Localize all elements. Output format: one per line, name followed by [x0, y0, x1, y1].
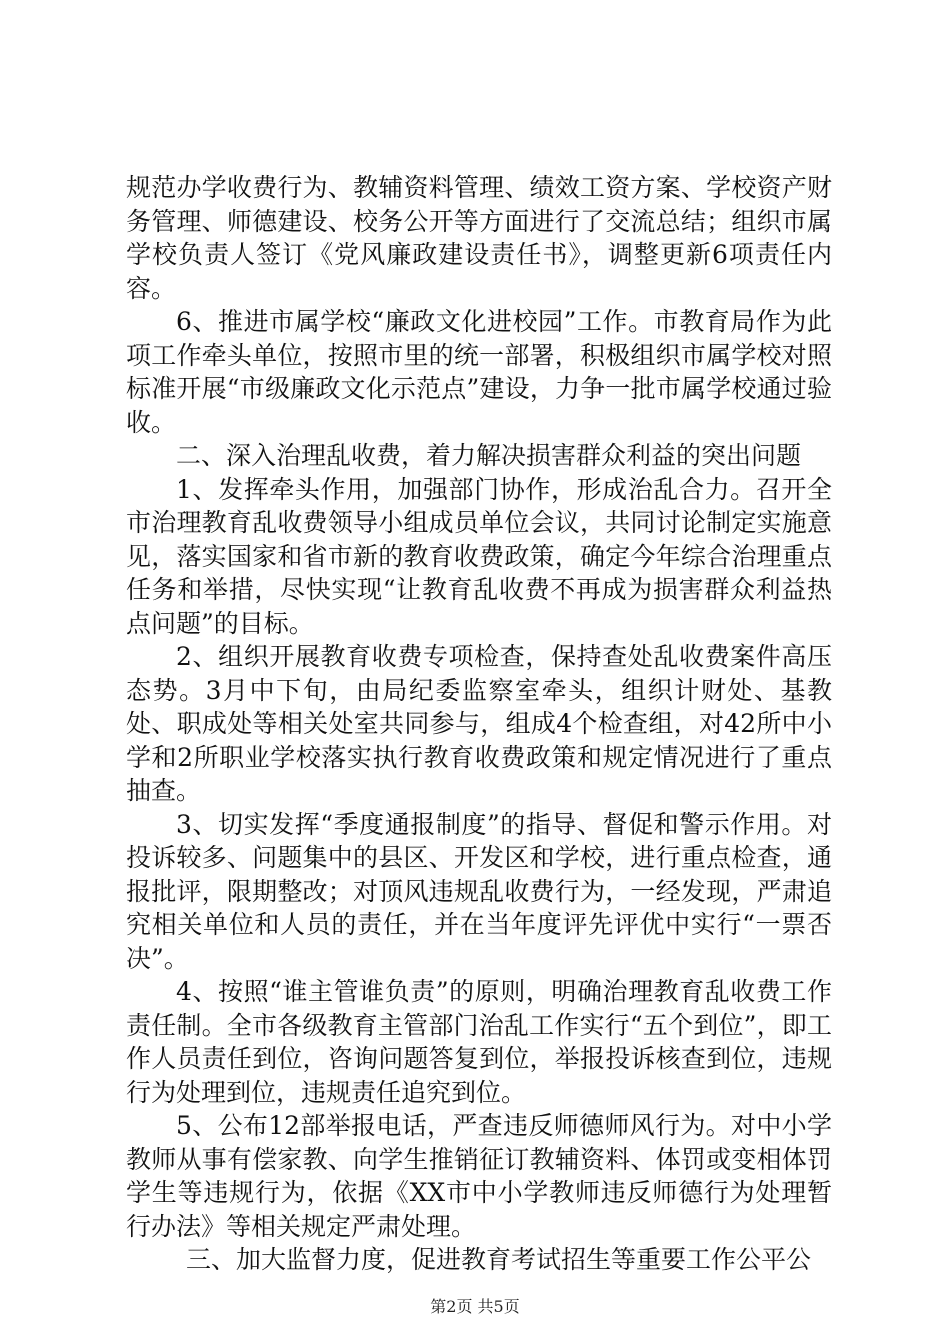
- paragraph-item-4: 4、按照“谁主管谁负责”的原则，明确治理教育乱收费工作责任制。全市各级教育主管部门治乱工作实行“五个到位”，即工作人员责任到位，咨询问题答复到位，举报投诉核查到位，违规行为处理到位，违规责任追究到位。: [126, 977, 832, 1107]
- paragraph-item-6: 6、推进市属学校“廉政文化进校园”工作。市教育局作为此项工作牵头单位，按照市里的统一部署，积极组织市属学校对照标准开展“市级廉政文化示范点”建设，力争一批市属学校通过验收。: [126, 307, 832, 437]
- paragraph-item-3: 3、切实发挥“季度通报制度”的指导、督促和警示作用。对投诉较多、问题集中的县区、开发区和学校，进行重点检查，通报批评，限期整改；对顶风违规乱收费行为，一经发现，严肃追究相关单位和人员的责任，并在当年度评先评优中实行“一票否决”。: [126, 809, 832, 973]
- paragraph-item-5: 5、公布12部举报电话，严查违反师德师风行为。对中小学教师从事有偿家教、向学生推销征订教辅资料、体罚或变相体罚学生等违规行为，依据《XX市中小学教师违反师德行为处理暂行办法》等相关规定严肃处理。: [126, 1111, 832, 1241]
- paragraph-item-2: 2、组织开展教育收费专项检查，保持查处乱收费案件高压态势。3月中下旬，由局纪委监察室牵头，组织计财处、基教处、职成处等相关处室共同参与，组成4个检查组，对42所中小学和2所职业学校落实执行教育收费政策和规定情况进行了重点抽查。: [126, 642, 832, 805]
- page-number-footer: 第2页 共5页: [430, 1297, 520, 1316]
- paragraph-continuation: 规范办学收费行为、教辅资料管理、绩效工资方案、学校资产财务管理、师德建设、校务公开等方面进行了交流总结；组织市属学校负责人签订《党风廉政建设责任书》，调整更新6项责任内容。: [126, 173, 832, 303]
- section-heading-2: 二、深入治理乱收费，着力解决损害群众利益的突出问题: [176, 441, 802, 470]
- paragraph-item-1: 1、发挥牵头作用，加强部门协作，形成治乱合力。召开全市治理教育乱收费领导小组成员单位会议，共同讨论制定实施意见，落实国家和省市新的教育收费政策，确定今年综合治理重点任务和举措，尽快实现“让教育乱收费不再成为损害群众利益热点问题”的目标。: [126, 474, 832, 638]
- section-heading-3: 三、加大监督力度，促进教育考试招生等重要工作公平公: [186, 1245, 812, 1274]
- document-body: [126, 171, 832, 1277]
